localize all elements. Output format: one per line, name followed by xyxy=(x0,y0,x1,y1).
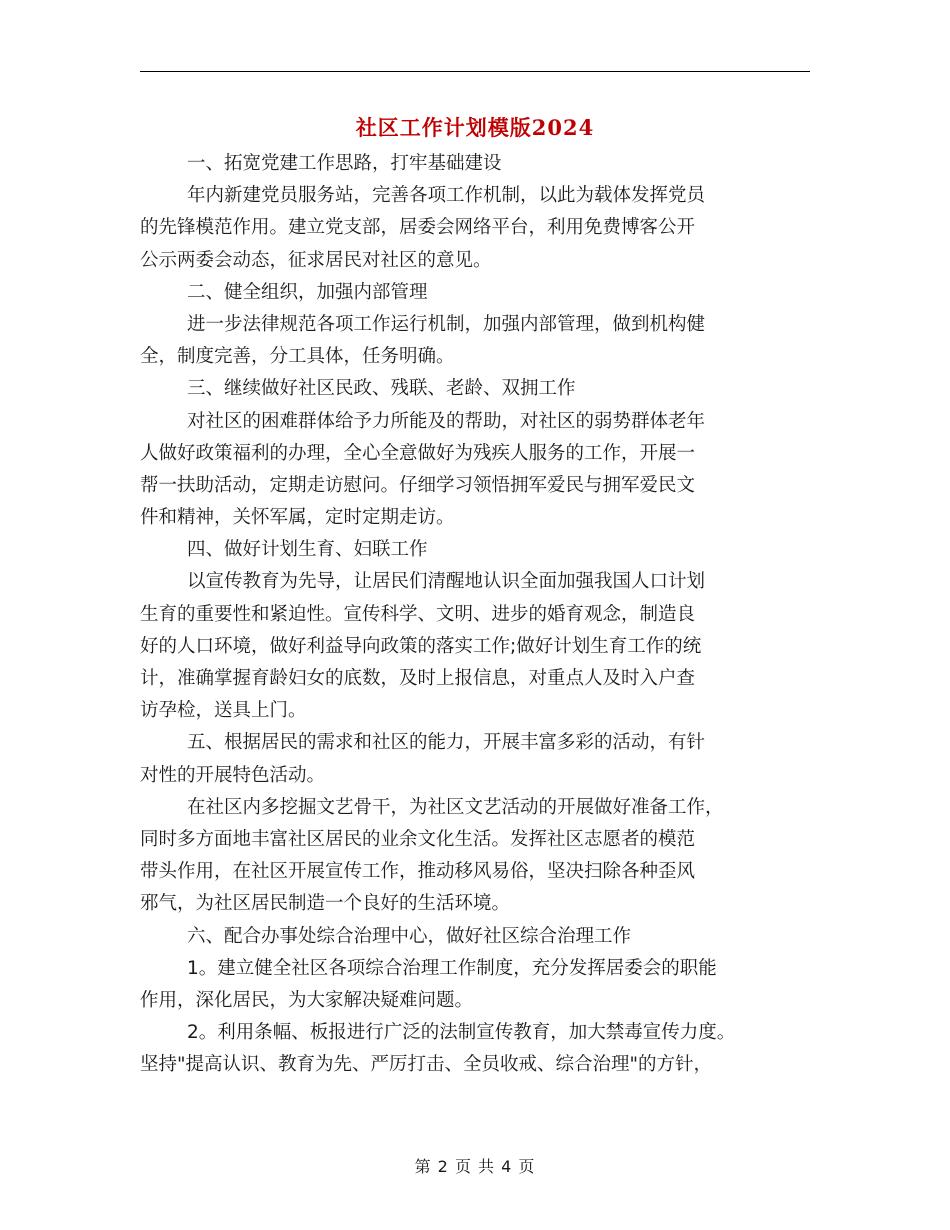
text-line: 的先锋模范作用。建立党支部，居委会网络平台，利用免费博客公开 xyxy=(140,217,696,239)
text-line: 年内新建党员服务站，完善各项工作机制，以此为载体发挥党员 xyxy=(187,185,706,207)
text-line: 四、做好计划生育、妇联工作 xyxy=(187,539,428,561)
text-line: 作用，深化居民，为大家解决疑难问题。 xyxy=(140,989,474,1011)
text-line: 进一步法律规范各项工作运行机制，加强内部管理，做到机构健 xyxy=(187,313,706,335)
text-line: 人做好政策福利的办理，全心全意做好为残疾人服务的工作，开展一 xyxy=(140,442,696,464)
text-line: 带头作用，在社区开展宣传工作，推动移风易俗，坚决扫除各种歪风 xyxy=(140,861,696,883)
text-line: 2。利用条幅、板报进行广泛的法制宣传教育，加大禁毒宣传力度。 xyxy=(187,1022,736,1044)
text-line: 好的人口环境，做好利益导向政策的落实工作;做好计划生育工作的统 xyxy=(140,635,702,657)
text-line: 对性的开展特色活动。 xyxy=(140,764,326,786)
text-line: 以宣传教育为先导，让居民们清醒地认识全面加强我国人口计划 xyxy=(187,571,706,593)
text-line: 在社区内多挖掘文艺骨干，为社区文艺活动的开展做好准备工作， xyxy=(187,796,724,818)
text-line: 件和精神，关怀军属，定时定期走访。 xyxy=(140,507,455,529)
text-line: 同时多方面地丰富社区居民的业余文化生活。发挥社区志愿者的模范 xyxy=(140,828,696,850)
text-line: 生育的重要性和紧迫性。宣传科学、文明、进步的婚育观念，制造良 xyxy=(140,603,696,625)
text-line: 1。建立健全社区各项综合治理工作制度，充分发挥居委会的职能 xyxy=(187,957,717,979)
text-line: 五、根据居民的需求和社区的能力，开展丰富多彩的活动，有针 xyxy=(187,732,706,754)
text-line: 公示两委会动态，征求居民对社区的意见。 xyxy=(140,249,492,271)
text-line: 三、继续做好社区民政、残联、老龄、双拥工作 xyxy=(187,378,576,400)
text-line: 计，准确掌握育龄妇女的底数，及时上报信息，对重点人及时入户查 xyxy=(140,668,696,689)
header-rule xyxy=(140,71,810,72)
text-line: 一、拓宽党建工作思路，打牢基础建设 xyxy=(187,153,502,174)
document-title: 社区工作计划模版2024 xyxy=(355,115,595,140)
text-line: 对社区的困难群体给予力所能及的帮助，对社区的弱势群体老年 xyxy=(187,410,706,432)
text-line: 全，制度完善，分工具体，任务明确。 xyxy=(140,346,455,368)
text-line: 邪气，为社区居民制造一个良好的生活环境。 xyxy=(140,893,511,915)
text-line: 二、健全组织，加强内部管理 xyxy=(187,281,428,303)
page-footer: 第 2 页 共 4 页 xyxy=(414,1157,536,1176)
text-line: 访孕检，送具上门。 xyxy=(140,700,307,722)
text-line: 坚持"提高认识、教育为先、严厉打击、全员收戒、综合治理"的方针， xyxy=(140,1054,713,1076)
document-body xyxy=(140,148,810,1081)
text-line: 六、配合办事处综合治理中心，做好社区综合治理工作 xyxy=(187,925,632,947)
text-line: 帮一扶助活动，定期走访慰问。仔细学习领悟拥军爱民与拥军爱民文 xyxy=(140,474,696,496)
